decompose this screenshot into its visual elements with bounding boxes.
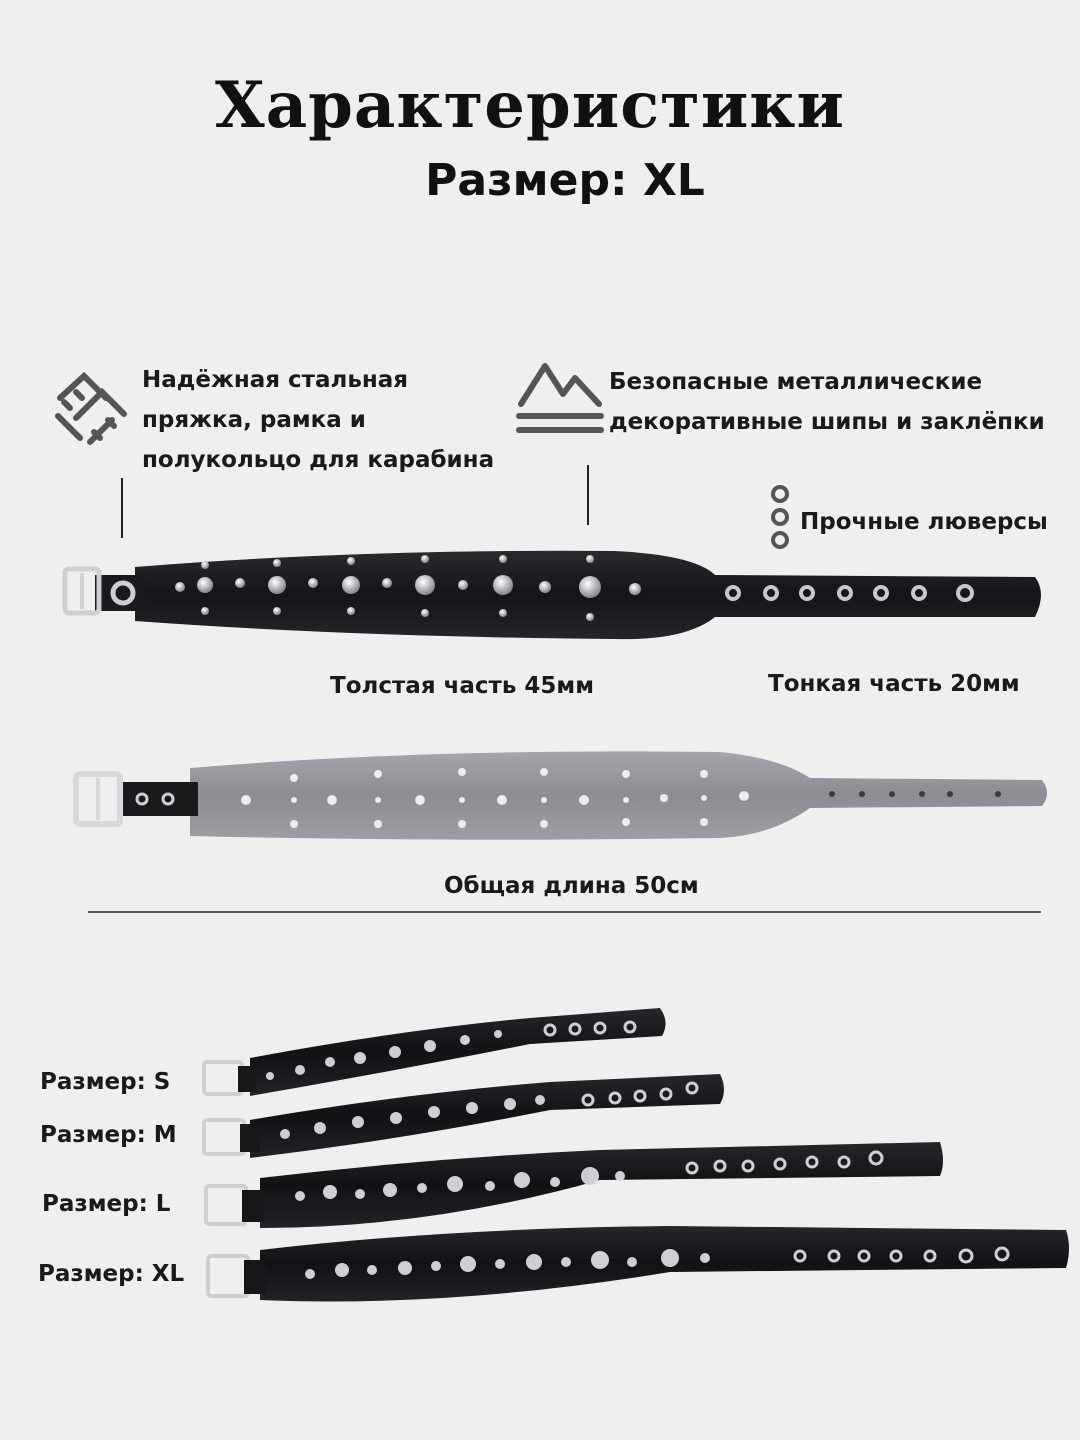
spikes-feature-line: Безопасные металлические <box>609 369 983 395</box>
collar-back-image <box>70 738 1050 848</box>
size-label-s: Размер: S <box>40 1069 171 1095</box>
spikes-pointer-line <box>587 465 589 525</box>
page-title: Характеристики <box>215 68 845 143</box>
weave-icon <box>50 372 132 454</box>
spikes-feature-text <box>609 362 1045 442</box>
buckle-feature-text <box>142 360 494 480</box>
buckle-feature-line: полукольцо для карабина <box>142 447 495 473</box>
rings-icon <box>768 484 792 550</box>
mountain-peaks-icon <box>515 360 605 436</box>
buckle-feature-line: пряжка, рамка и <box>142 407 366 433</box>
size-label-m: Размер: M <box>40 1122 177 1148</box>
thick-part-label: Толстая часть 45мм <box>330 673 595 699</box>
grommets-feature-text: Прочные люверсы <box>800 509 1048 535</box>
collar-l <box>206 1142 943 1228</box>
collar-front-image <box>55 545 1050 645</box>
collar-xl <box>208 1226 1069 1301</box>
size-label-l: Размер: L <box>42 1191 171 1217</box>
size-subtitle: Размер: XL <box>425 155 705 206</box>
size-label-xl: Размер: XL <box>38 1261 185 1287</box>
total-length-label: Общая длина 50см <box>444 873 699 899</box>
buckle-pointer-line <box>121 478 123 538</box>
size-comparison-image <box>200 1000 1080 1310</box>
buckle-feature-line: Надёжная стальная <box>142 367 409 393</box>
spikes-feature-line: декоративные шипы и заклёпки <box>609 409 1045 435</box>
section-divider <box>88 911 1041 913</box>
thin-part-label: Тонкая часть 20мм <box>768 671 1020 697</box>
